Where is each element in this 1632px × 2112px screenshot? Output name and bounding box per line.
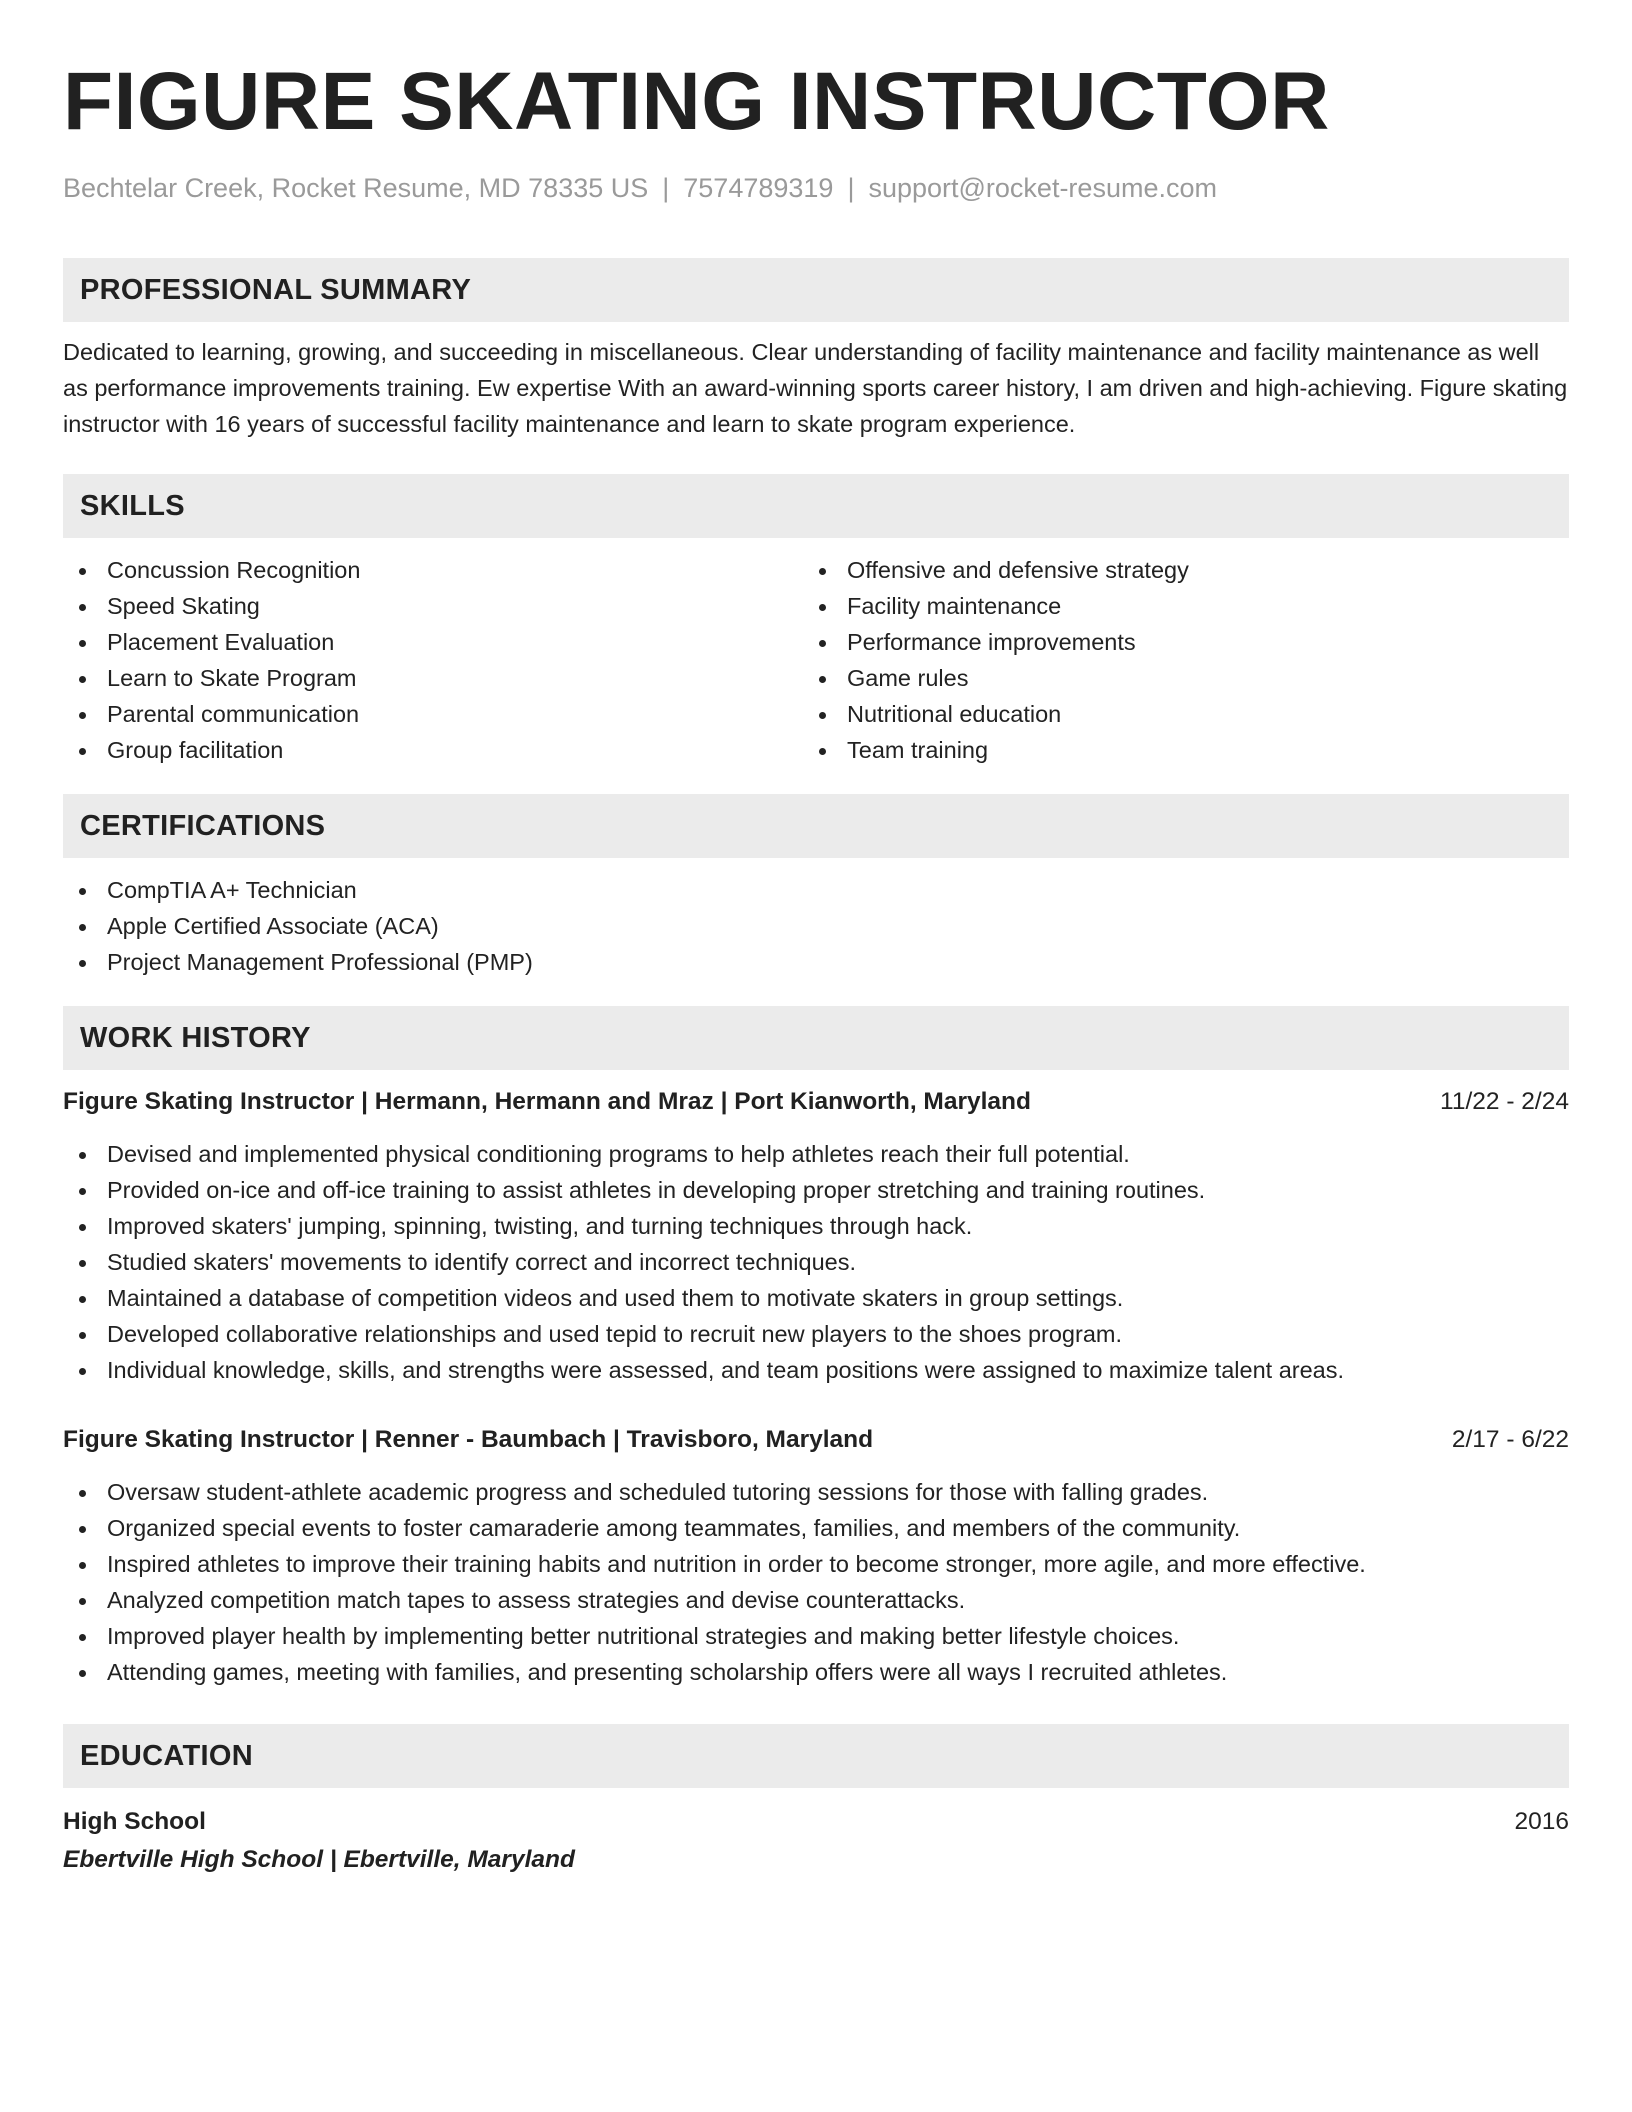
skill-item: Speed Skating (63, 588, 803, 624)
job-title: Figure Skating Instructor | Hermann, Hermann and Mraz | Port Kianworth, Maryland (63, 1088, 1031, 1115)
job-bullet: Organized special events to foster camaraderie among teammates, families, and members of the community. (63, 1510, 1569, 1546)
job-title: Figure Skating Instructor | Renner - Baumbach | Travisboro, Maryland (63, 1426, 874, 1453)
education-degree: High School (63, 1808, 206, 1835)
skills-column-right (803, 552, 1543, 768)
job-bullet: Maintained a database of competition videos and used them to motivate skaters in group settings. (63, 1280, 1569, 1316)
skill-item: Concussion Recognition (63, 552, 803, 588)
job-bullet: Studied skaters' movements to identify correct and incorrect techniques. (63, 1244, 1569, 1280)
summary-text: Dedicated to learning, growing, and succeeding in miscellaneous. Clear understanding of facility maintenance and facility maintenance as well as performance improvements training. Ew expertise With an award-winning sports career history, I am driven and high-achieving. Figure skating instructor with 16 years of successful facility maintenance and learn to skate program experience. (63, 339, 1568, 437)
job-bullet: Attending games, meeting with families, and presenting scholarship offers were all ways I recruited athletes. (63, 1654, 1569, 1690)
contact-separator: | (662, 173, 670, 203)
contact-address: Bechtelar Creek, Rocket Resume, MD 78335 US (63, 173, 649, 203)
section-heading-summary: PROFESSIONAL SUMMARY (63, 258, 1569, 322)
education-year: 2016 (1514, 1808, 1569, 1835)
job-bullet: Developed collaborative relationships and used tepid to recruit new players to the shoes program. (63, 1316, 1569, 1352)
section-heading-work-history: WORK HISTORY (63, 1006, 1569, 1070)
job-bullet: Devised and implemented physical conditioning programs to help athletes reach their full potential. (63, 1136, 1569, 1172)
job-bullet: Improved player health by implementing better nutritional strategies and making better lifestyle choices. (63, 1618, 1569, 1654)
skill-item: Parental communication (63, 696, 803, 732)
contact-line (63, 170, 1569, 206)
certification-item: Project Management Professional (PMP) (63, 944, 1569, 980)
job-dates: 2/17 - 6/22 (1451, 1426, 1569, 1453)
certification-item: CompTIA A+ Technician (63, 872, 1569, 908)
skills-column-left (63, 552, 803, 768)
job-entry (63, 1422, 1569, 1690)
skills-grid (63, 552, 1569, 768)
skill-item: Nutritional education (803, 696, 1543, 732)
job-header (63, 1084, 1569, 1120)
job-bullet: Oversaw student-athlete academic progress and scheduled tutoring sessions for those with falling grades. (63, 1474, 1569, 1510)
skill-item: Offensive and defensive strategy (803, 552, 1543, 588)
job-bullet: Inspired athletes to improve their training habits and nutrition in order to become stronger, more agile, and more effective. (63, 1546, 1569, 1582)
job-bullets (63, 1474, 1569, 1690)
job-bullet: Improved skaters' jumping, spinning, twisting, and turning techniques through hack. (63, 1208, 1569, 1244)
skill-item: Learn to Skate Program (63, 660, 803, 696)
job-entry (63, 1084, 1569, 1388)
job-header (63, 1422, 1569, 1458)
job-bullet: Individual knowledge, skills, and strengths were assessed, and team positions were assigned to maximize talent areas. (63, 1352, 1569, 1388)
job-bullet: Analyzed competition match tapes to assess strategies and devise counterattacks. (63, 1582, 1569, 1618)
certification-item: Apple Certified Associate (ACA) (63, 908, 1569, 944)
education-school: Ebertville High School | Ebertville, Maryland (63, 1846, 575, 1873)
candidate-name: FIGURE SKATING INSTRUCTOR (63, 56, 1330, 147)
section-heading-certifications: CERTIFICATIONS (63, 794, 1569, 858)
certifications-list (63, 872, 1569, 980)
contact-phone: 7574789319 (683, 173, 834, 203)
contact-email: support@rocket-resume.com (868, 173, 1217, 203)
education-header (63, 1804, 1569, 1840)
skill-item: Placement Evaluation (63, 624, 803, 660)
contact-separator: | (847, 173, 855, 203)
job-dates: 11/22 - 2/24 (1440, 1088, 1569, 1115)
section-heading-education: EDUCATION (63, 1724, 1569, 1788)
skill-item: Team training (803, 732, 1543, 768)
job-bullets (63, 1136, 1569, 1388)
skill-item: Game rules (803, 660, 1543, 696)
section-heading-skills: SKILLS (63, 474, 1569, 538)
skill-item: Performance improvements (803, 624, 1543, 660)
skill-item: Group facilitation (63, 732, 803, 768)
job-bullet: Provided on-ice and off-ice training to assist athletes in developing proper stretching and training routines. (63, 1172, 1569, 1208)
skill-item: Facility maintenance (803, 588, 1543, 624)
